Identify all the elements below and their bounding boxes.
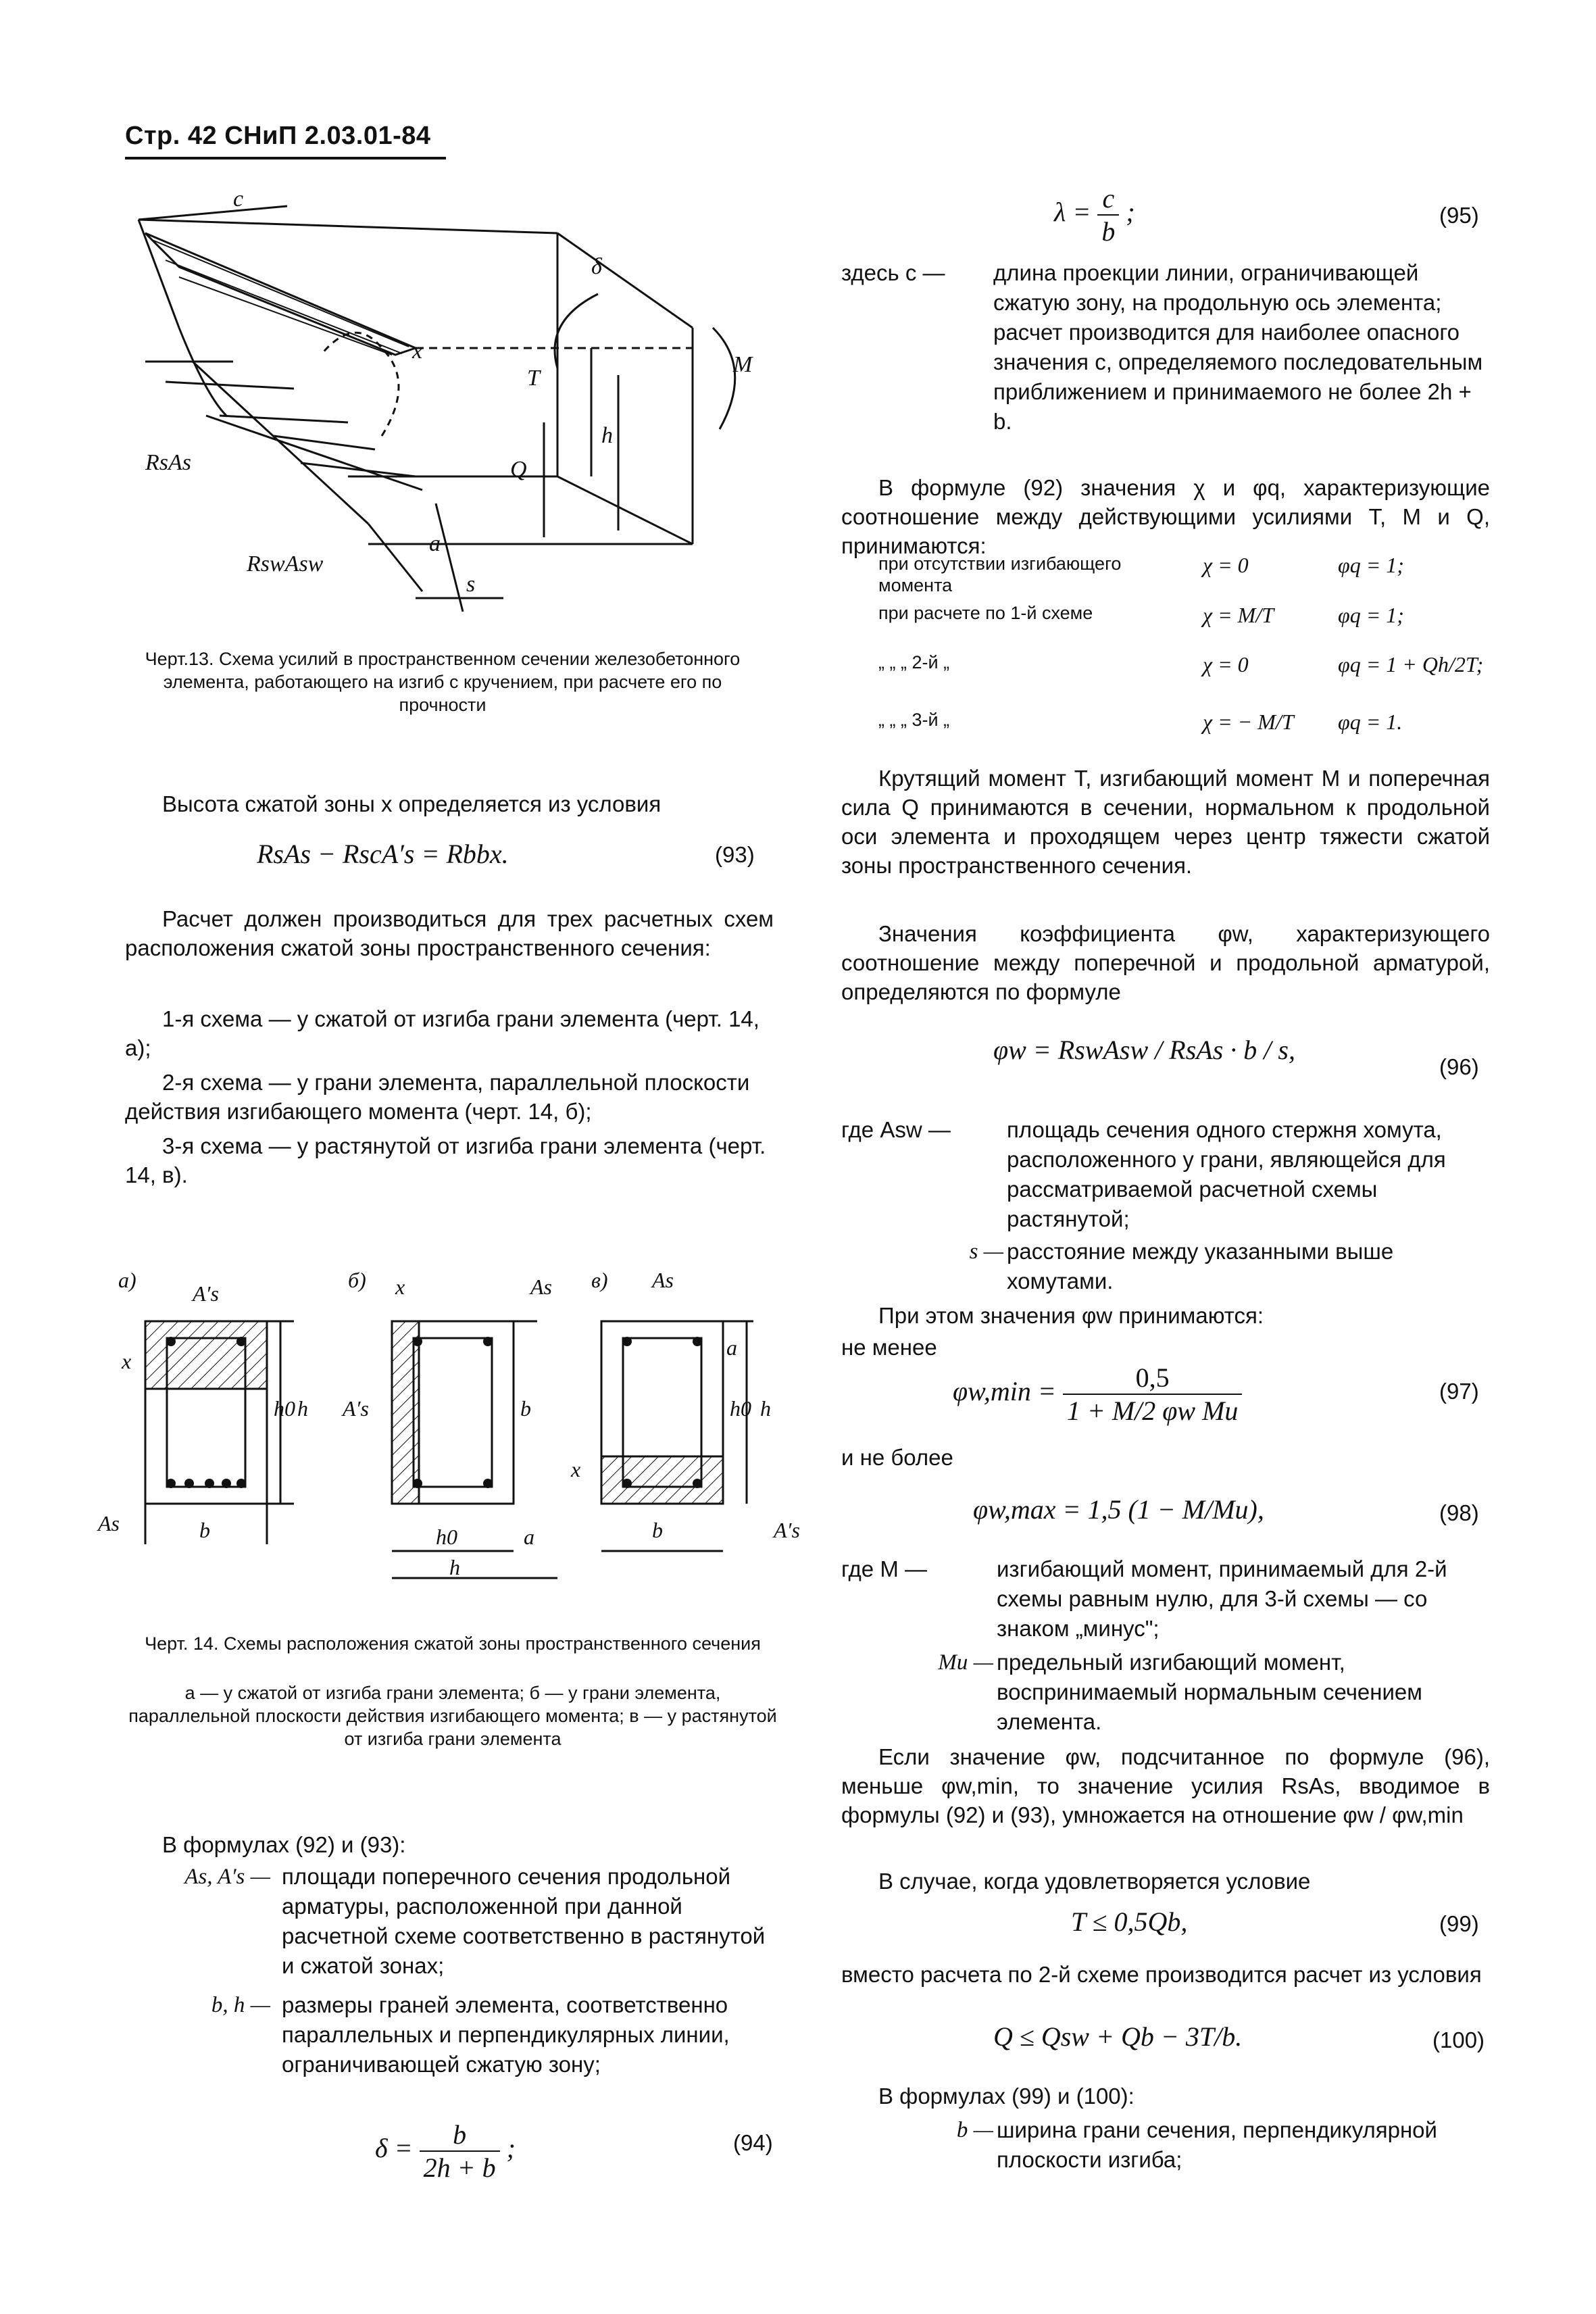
- figure-13: [125, 187, 774, 625]
- fig14-c-h: h: [760, 1396, 771, 1421]
- fig14-b-a: a: [524, 1525, 534, 1549]
- table-row-2-phi: φq = 1;: [1338, 603, 1404, 627]
- formula-95-lhs: λ =: [1054, 197, 1091, 228]
- def-Mu-term: Mu —: [938, 1650, 993, 1675]
- fig13-label-RswAsw: RswAsw: [247, 551, 324, 576]
- def-As-body: площади поперечного сечения продольной арматуры, расположенной при данной расчетной схеме соответственно в растянутой и сжатой зонах;: [282, 1864, 766, 1978]
- table-row-2-chi: χ = M/T: [1203, 603, 1274, 627]
- def-bh-body: размеры граней элемента, соответственно параллельных и перпендикулярных линии, ограничивающей сжатую зону;: [282, 1992, 730, 2077]
- fig13-label-Q: Q: [510, 457, 527, 482]
- formula-94-number: (94): [733, 2130, 773, 2155]
- left-p6: В формулах (92) и (93):: [162, 1832, 406, 1857]
- fig14-a-x: x: [122, 1349, 132, 1373]
- fig14-b-h0: h0: [436, 1525, 457, 1549]
- formula-97: [953, 1362, 1242, 1427]
- formula-95-num: c: [1097, 182, 1119, 216]
- table-row-1-label: при отсутствии изгибающего момента: [878, 553, 1122, 595]
- def-Asw-body: площадь сечения одного стержня хомута, расположенного у грани, являющейся для рассматриваемой расчетной схемы растянутой;: [1007, 1117, 1446, 1231]
- formula-97-den: 1 + M/2 φw Mu: [1066, 1396, 1239, 1426]
- formula-97-lhs: φw,min =: [953, 1376, 1056, 1407]
- fig14-b-As: As: [530, 1275, 552, 1299]
- fig13-label-x: x: [412, 339, 423, 364]
- def-As-term: As, A′s —: [184, 1865, 270, 1889]
- table-row-4-phi: φq = 1.: [1338, 710, 1403, 734]
- table-row-3-phi: φq = 1 + Qh/2T;: [1338, 652, 1484, 676]
- fig13-label-delta: δ: [591, 254, 602, 279]
- fig14-c-As: As: [652, 1268, 674, 1292]
- fig14-a-h: h: [297, 1396, 308, 1421]
- formula-94-den: 2h + b: [423, 2152, 496, 2183]
- def-Mu-body: предельный изгибающий момент, воспринимаемый нормальным сечением элемента.: [997, 1650, 1422, 1734]
- right-p6: и не более: [841, 1445, 953, 1470]
- def-b-term: b —: [956, 2118, 993, 2142]
- def-s-body: расстояние между указанными выше хомутами.: [1007, 1239, 1394, 1294]
- fig14-c-b: b: [652, 1518, 663, 1542]
- formula-100: Q ≤ Qsw + Qb − 3T/b.: [993, 2021, 1243, 2052]
- formula-94-lhs: δ =: [375, 2133, 413, 2164]
- fig14-a-b: b: [199, 1518, 210, 1542]
- right-p2: Крутящий момент T, изгибающий момент M и поперечная сила Q принимаются в сечении, нормальном к продольной оси элемента и проходящем через центр тяжести сжатой зоны пространственного сечения.: [841, 766, 1490, 878]
- fig14-a-h0: h0: [274, 1396, 295, 1421]
- def-b-body: ширина грани сечения, перпендикулярной плоскости изгиба;: [997, 2117, 1437, 2172]
- def-c-term: здесь c —: [841, 260, 945, 285]
- fig14-label-c: в): [591, 1268, 608, 1292]
- fig14-c-As1: A′s: [774, 1518, 800, 1542]
- def-c-body: длина проекции линии, ограничивающей сжатую зону, на продольную ось элемента; расчет производится для наиболее опасного значения c, определяемого последовательным приближением и принимаемого не более 2h + b.: [993, 260, 1483, 434]
- table-row-1-chi: χ = 0: [1203, 553, 1249, 577]
- fig13-label-T: T: [527, 366, 540, 391]
- fig13-label-s: s: [466, 572, 476, 597]
- fig14-b-h: h: [449, 1555, 460, 1579]
- fig14-label-a: а): [118, 1268, 136, 1292]
- table-row-2-label: при расчете по 1-й схеме: [878, 603, 1093, 623]
- left-p2: Расчет должен производиться для трех расчетных схем расположения сжатой зоны пространственного сечения:: [125, 906, 774, 960]
- formula-99-number: (99): [1439, 1911, 1479, 1936]
- fig14-b-b: b: [520, 1396, 531, 1421]
- formula-100-number: (100): [1432, 2027, 1485, 2052]
- fig14-b-As1: A′s: [343, 1396, 369, 1421]
- figure-14-caption-legend: а — у сжатой от изгиба грани элемента; б — у грани элемента, параллельной плоскости действия изгибающего момента; в — у растянутой от изгиба грани элемента: [128, 1683, 777, 1749]
- right-p10: В формулах (99) и (100):: [878, 2084, 1134, 2109]
- left-p1: Высота сжатой зоны x определяется из условия: [162, 791, 662, 816]
- fig14-c-a: a: [726, 1335, 737, 1360]
- figure-14-caption: Черт. 14. Схемы расположения сжатой зоны пространственного сечения: [145, 1633, 761, 1654]
- fig14-a-As: As: [98, 1511, 120, 1535]
- formula-95-den: b: [1101, 216, 1116, 247]
- fig13-label-c: c: [233, 187, 244, 212]
- def-M-body: изгибающий момент, принимаемый для 2-й схемы равным нулю, для 3-й схемы — со знаком „минус";: [997, 1556, 1447, 1641]
- fig14-c-x: x: [571, 1457, 581, 1481]
- formula-95-number: (95): [1439, 203, 1479, 228]
- header-rule: [125, 157, 446, 159]
- right-p9: вместо расчета по 2-й схеме производится расчет из условия: [841, 1962, 1482, 1987]
- right-p4: При этом значения φw принимаются:: [878, 1303, 1264, 1328]
- formula-97-num: 0,5: [1063, 1362, 1243, 1395]
- fig13-label-a: a: [429, 531, 441, 556]
- page-header: Стр. 42 СНиП 2.03.01-84: [125, 122, 431, 150]
- right-p3: Значения коэффициента φw, характеризующего соотношение между поперечной и продольной арматурой, определяются по формуле: [841, 921, 1490, 1004]
- fig14-a-As1: A′s: [193, 1281, 219, 1306]
- left-p5: 3-я схема — у растянутой от изгиба грани элемента (черт. 14, в).: [125, 1133, 766, 1187]
- fig13-label-M: M: [733, 352, 753, 377]
- table-row-4-label: „ „ „ 3-й „: [878, 710, 950, 730]
- left-p4: 2-я схема — у грани элемента, параллельной плоскости действия изгибающего момента (черт. 14, б);: [125, 1070, 750, 1124]
- def-Asw-term: где Asw —: [841, 1117, 951, 1142]
- formula-93-number: (93): [715, 842, 755, 867]
- def-bh-term: b, h —: [211, 1993, 270, 2017]
- fig14-label-b: б): [348, 1268, 366, 1292]
- right-p1: В формуле (92) значения χ и φq, характеризующие соотношение между действующими усилиями T, M и Q, принимаются:: [841, 475, 1490, 558]
- def-M-term: где M —: [841, 1556, 927, 1581]
- formula-93: RsAs − RscA′s = Rbbx.: [257, 839, 509, 869]
- formula-94-num: b: [420, 2119, 500, 2152]
- right-p7: Если значение φw, подсчитанное по формуле (96), меньше φw,min, то значение усилия RsAs, вводимое в формулы (92) и (93), умножается на отношение φw / φw,min: [841, 1744, 1490, 1827]
- right-p8: В случае, когда удовлетворяется условие: [878, 1869, 1311, 1894]
- formula-99: T ≤ 0,5Qb,: [1071, 1906, 1188, 1937]
- formula-98-number: (98): [1439, 1500, 1479, 1525]
- formula-94: δ = $\frac{b}{2h + b}$ ;: [375, 2119, 516, 2183]
- right-p5: не менее: [841, 1335, 937, 1360]
- fig13-label-RsAs: RsAs: [145, 450, 191, 475]
- fig14-c-h0: h0: [730, 1396, 751, 1421]
- table-row-1-phi: φq = 1;: [1338, 553, 1404, 577]
- figure-13-caption: Черт.13. Схема усилий в пространственном сечении железобетонного элемента, работающего на изгиб с кручением, при расчете его по прочности: [145, 649, 741, 715]
- figure-14: [98, 1254, 841, 1592]
- formula-98: φw,max = 1,5 (1 − M/Mu),: [973, 1494, 1264, 1525]
- formula-96-number: (96): [1439, 1054, 1479, 1079]
- table-row-4-chi: χ = − M/T: [1203, 710, 1294, 734]
- table-row-3-label: „ „ „ 2-й „: [878, 652, 950, 672]
- formula-96: φw = RswAsw / RsAs · b / s,: [993, 1035, 1295, 1065]
- fig13-label-h: h: [601, 423, 613, 448]
- formula-95: λ = $\frac{c}{b}$ ;: [1054, 183, 1135, 247]
- formula-97-number: (97): [1439, 1379, 1479, 1404]
- def-s-term: s —: [969, 1239, 1003, 1264]
- left-p3: 1-я схема — у сжатой от изгиба грани элемента (черт. 14, а);: [125, 1006, 759, 1060]
- table-row-3-chi: χ = 0: [1203, 652, 1249, 676]
- fig14-b-x: x: [395, 1275, 405, 1299]
